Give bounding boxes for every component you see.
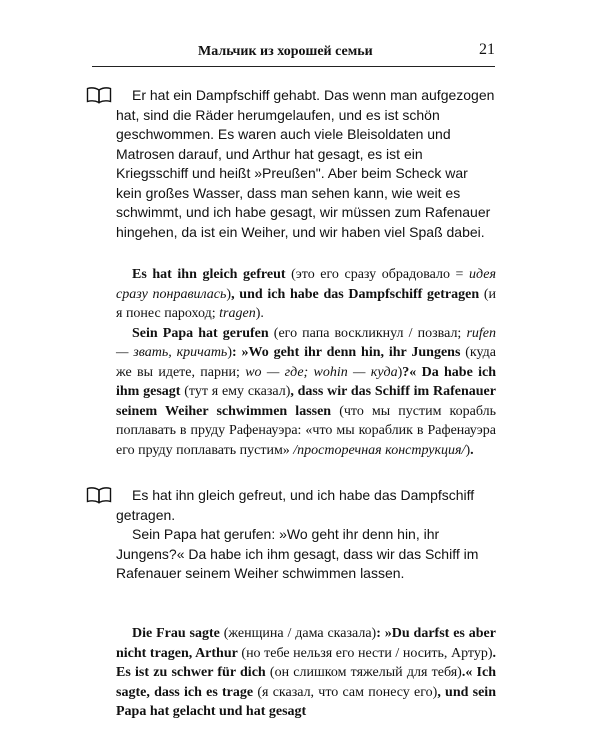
- page-header: [92, 30, 495, 67]
- german-paragraph: Er hat ein Dampfschiff gehabt. Das wenn man aufgezogen hat, sind die Räder herumgelaufen, und es ist schön geschwommen. Es waren auch viele Bleisoldaten und Matrosen darauf, und Arthur hat gesagt, es ist ein Kriegsschiff und heißt »Preußen". Aber beim Scheck war kein großes Wasser, dass man sehen kann, wie weit es schwimmt, und ich habe gesagt, wir müssen zum Rafenauer hingehen, da ist ein Weiher, und wir haben viel Spaß dabei.: [116, 87, 495, 240]
- german-passage-2: [116, 486, 496, 584]
- open-book-icon: [86, 486, 112, 504]
- running-title: Мальчик из хорошей семьи: [198, 44, 373, 59]
- german-paragraph: Es hat ihn gleich gefreut, und ich habe das Dampfschiff getragen.: [116, 487, 475, 523]
- german-passage-1: [116, 86, 496, 242]
- study-paragraph: Sein Papa hat gerufen (его папа воскликнул / позвал; rufen — звать, кричать): »Wo geht ihr denn hin, ihr Jungens (куда же вы идете, парни; wo — где; wohin — куда)?« Da habe ich ihm gesagt (тут я ему сказал), dass wir das Schiff im Rafenauer seinem Weiher schwimmen lassen (что мы пустим корабль поплавать в пруду Рафенауэра: «что мы кораблик в Рафенауэра его пруду поплавать пустим» /просторечная конструкция/).: [116, 325, 496, 458]
- study-paragraph: Es hat ihn gleich gefreut (это его сразу обрадовало = идея сразу понравилась), und ich habe das Dampfschiff getragen (и я понес пароход; tragen).: [116, 267, 496, 321]
- study-passage-2: [116, 624, 496, 722]
- study-passage-1: [116, 265, 496, 460]
- open-book-icon: [86, 86, 112, 104]
- page-number: 21: [479, 41, 495, 58]
- german-paragraph: Sein Papa hat gerufen: »Wo geht ihr denn hin, ihr Jungens?« Da habe ich ihm gesagt, dass wir das Schiff im Rafenauer seinem Weiher schwimmen lassen.: [116, 526, 479, 581]
- study-paragraph: Die Frau sagte (женщина / дама сказала): »Du darfst es aber nicht tragen, Arthur (но тебе нельзя его нести / носить, Артур). Es ist zu schwer für dich (он слишком тяжелый для тебя).« Ich sagte, dass ich es trage (я сказал, что сам понесу его), und sein Papa hat gelacht und hat gesagt: [116, 626, 496, 719]
